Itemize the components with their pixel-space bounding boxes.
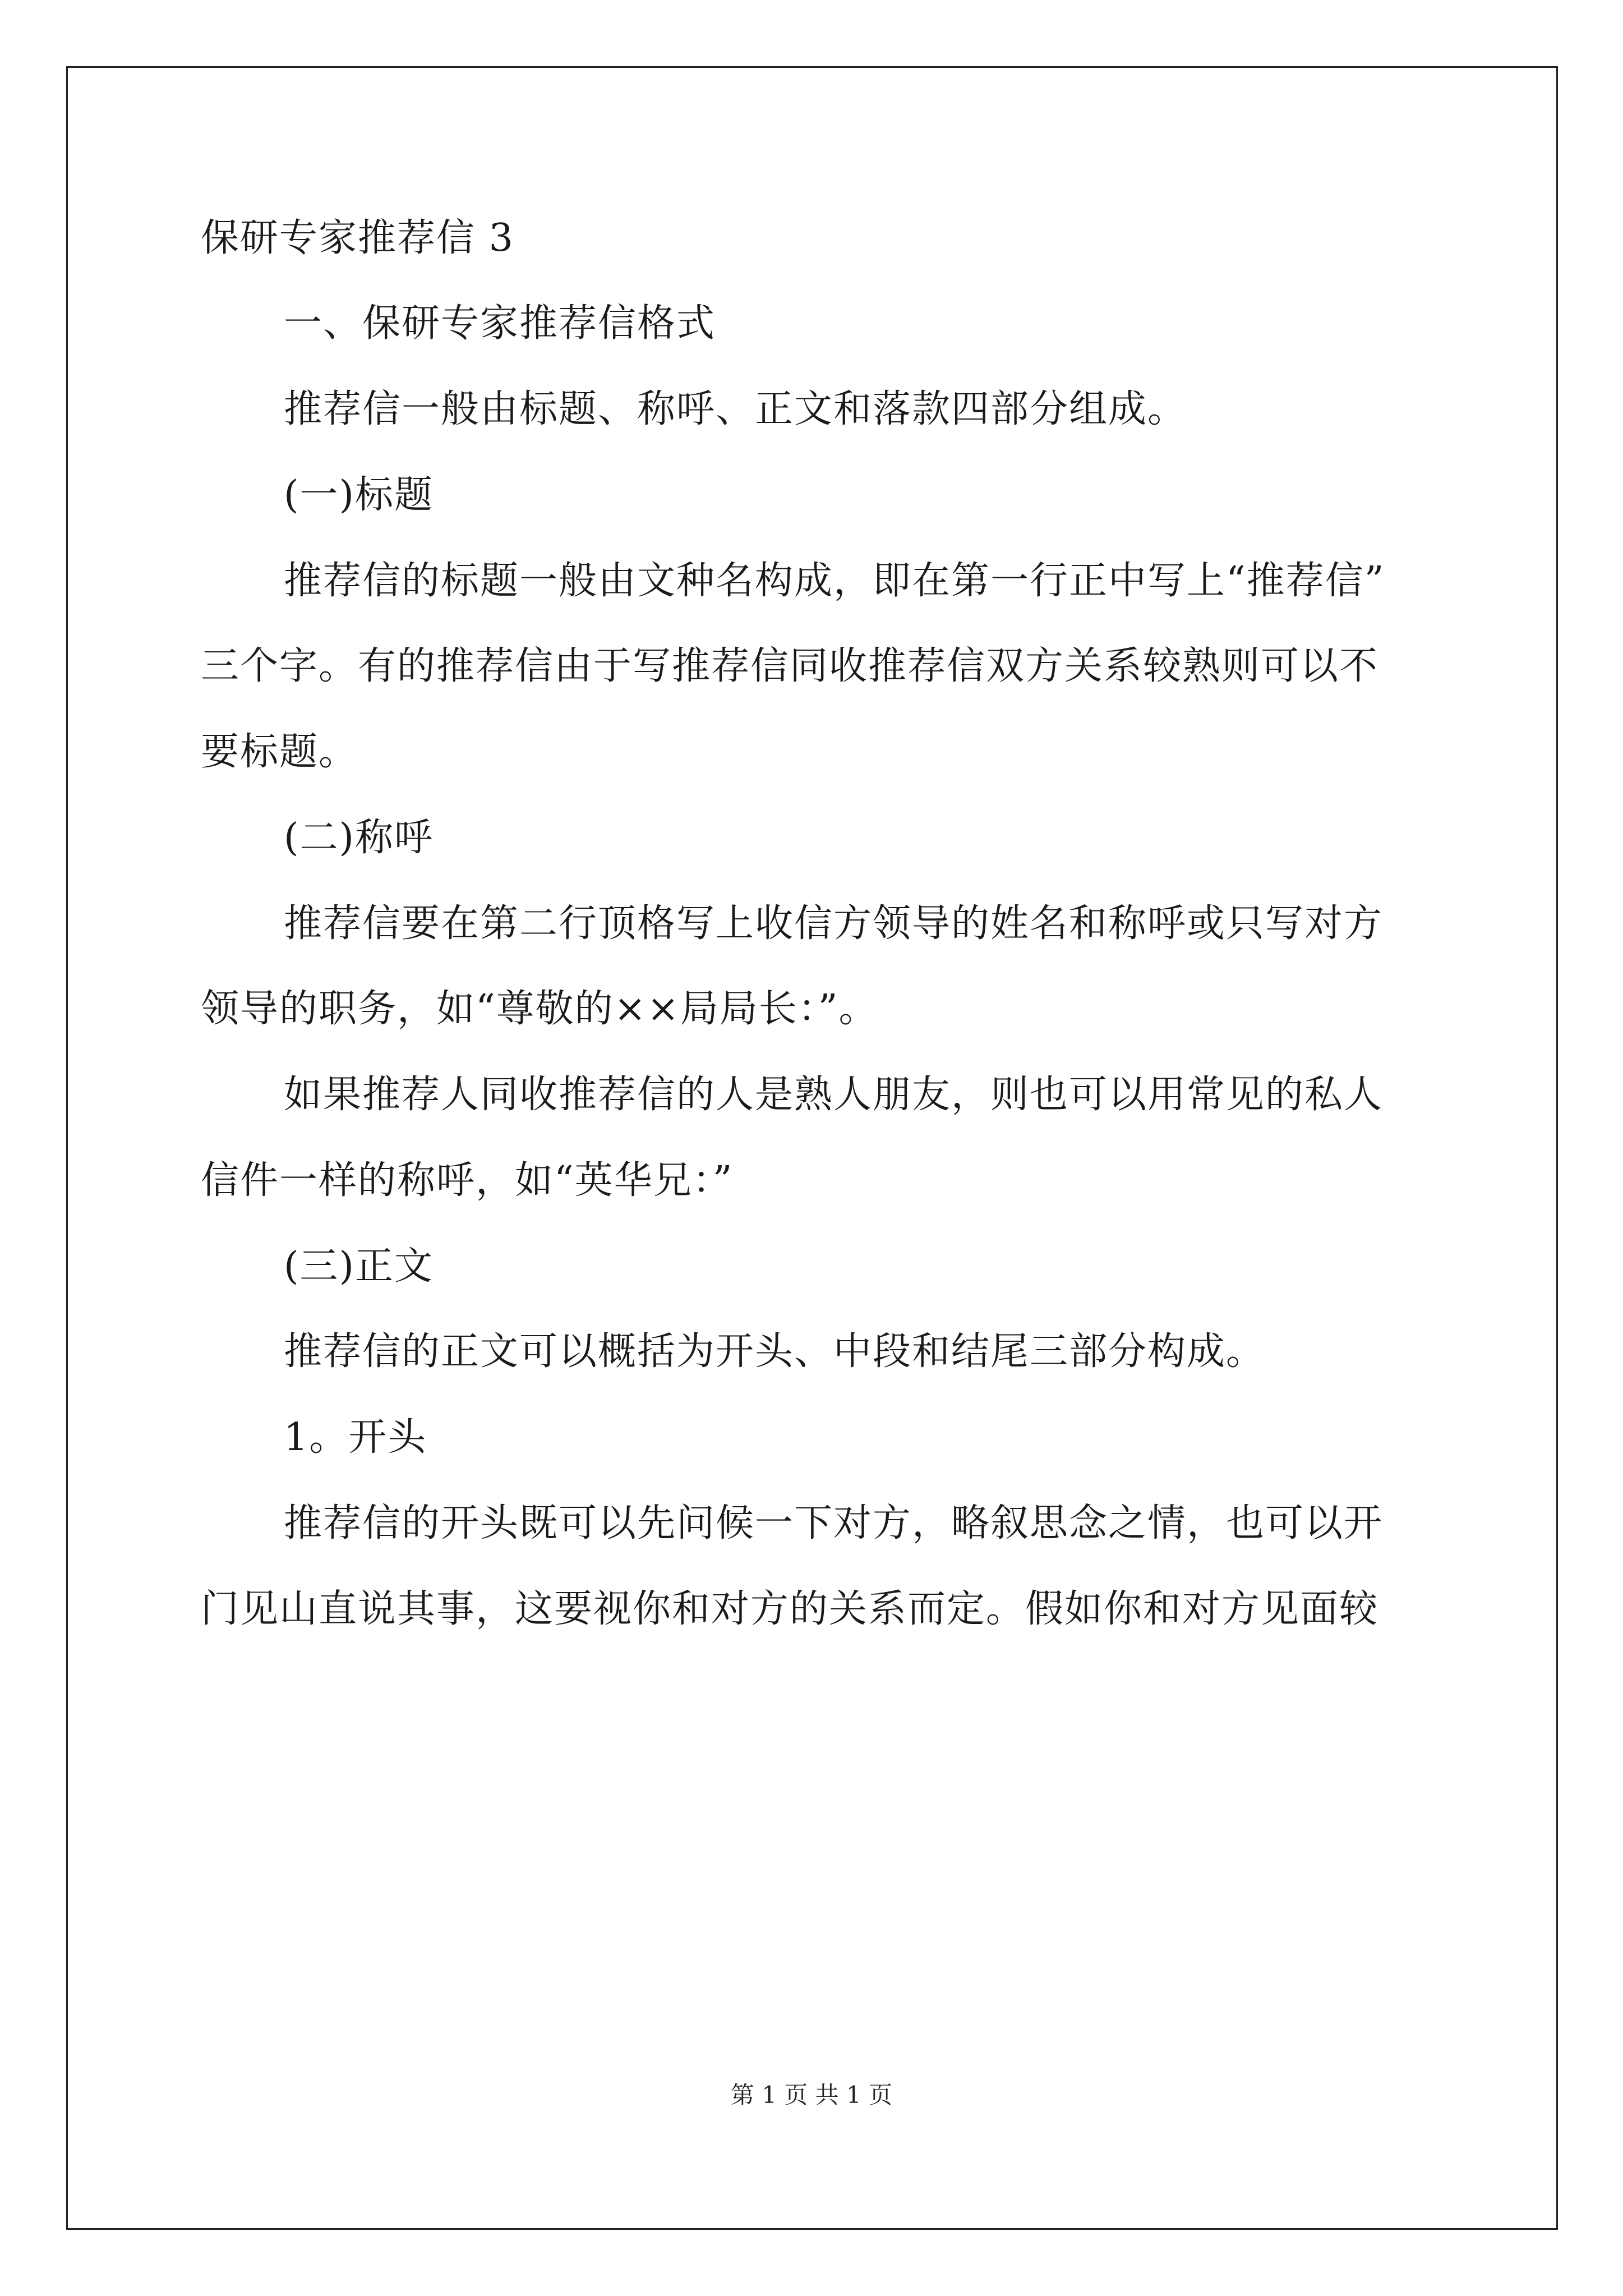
section-heading: 一、保研专家推荐信格式 [284,301,716,346]
subsection-heading: (二)称呼 [284,816,434,860]
subsection-heading: (一)标题 [284,473,434,517]
paragraph-line: 推荐信的标题一般由文种名构成，即在第一行正中写上“推荐信” [284,559,1385,603]
paragraph-line: 推荐信要在第二行顶格写上收信方领导的姓名和称呼或只写对方 [284,901,1384,946]
paragraph-line: 如果推荐人同收推荐信的人是熟人朋友，则也可以用常见的私人 [284,1073,1384,1117]
paragraph-line: 要标题。 [201,730,358,774]
document-title: 保研专家推荐信 3 [201,216,514,260]
paragraph-line: 推荐信的正文可以概括为开头、中段和结尾三部分构成。 [284,1329,1266,1374]
paragraph-line: 领导的职务，如“尊敬的××局局长：”。 [201,987,878,1031]
page-number-footer: 第 1 页 共 1 页 [730,2081,893,2109]
paragraph-line: 门见山直说其事，这要视你和对方的关系而定。假如你和对方见面较 [201,1587,1379,1631]
paragraph-line: 三个字。有的推荐信由于写推荐信同收推荐信双方关系较熟则可以不 [201,644,1379,688]
paragraph-line: 信件一样的称呼，如“英华兄：” [201,1158,734,1203]
subsection-heading: 1。开头 [284,1415,427,1460]
paragraph-line: 推荐信一般由标题、称呼、正文和落款四部分组成。 [284,387,1187,431]
paragraph-line: 推荐信的开头既可以先问候一下对方，略叙思念之情，也可以开 [284,1501,1384,1545]
subsection-heading: (三)正文 [284,1244,434,1289]
